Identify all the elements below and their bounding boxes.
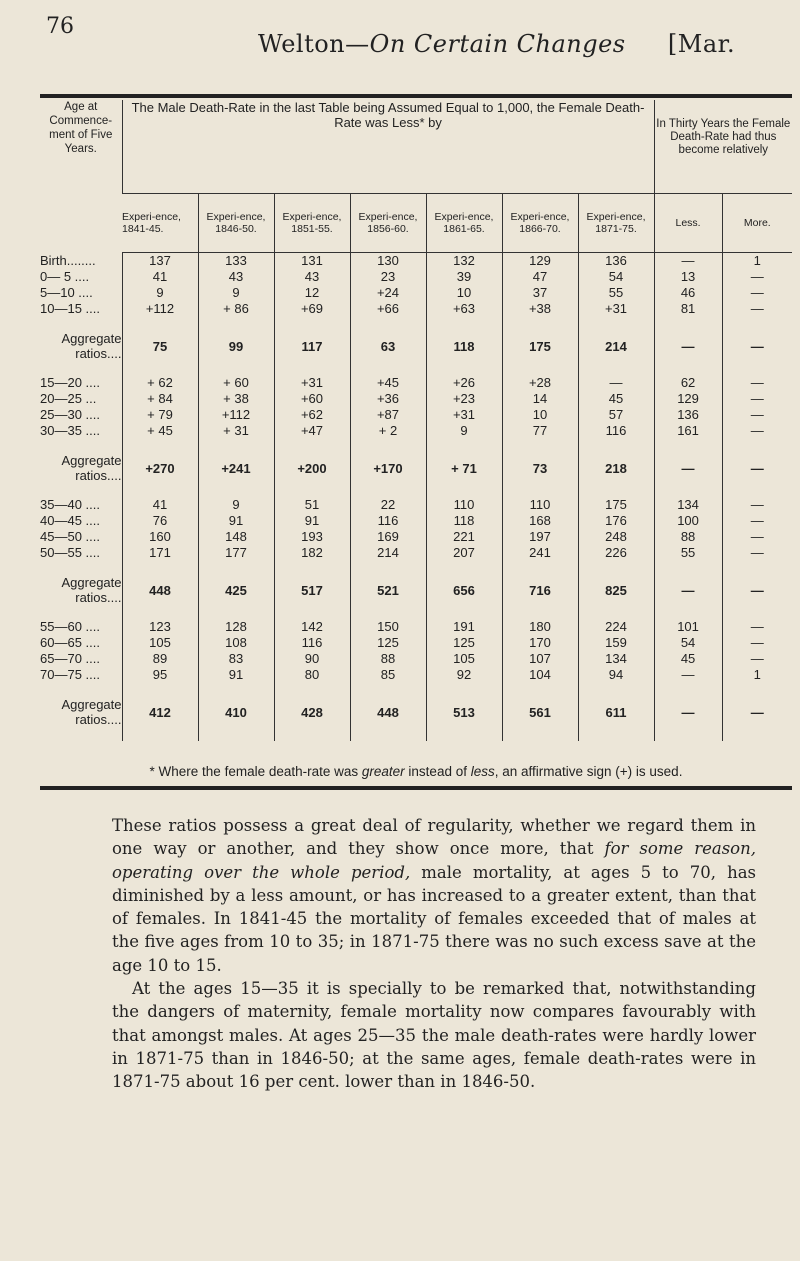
paragraph-1-emphasis: for some reason, operating over the whole period, — [112, 839, 756, 882]
value: 207 — [453, 545, 475, 560]
aggregate-value: 428 — [274, 683, 350, 741]
aggregate-row — [40, 317, 792, 375]
value: 224 — [605, 619, 627, 634]
value: 137 — [149, 253, 171, 268]
value-cell — [350, 375, 426, 439]
value: +26 — [452, 375, 476, 390]
aggregate-label: Aggregate ratios.... — [61, 697, 122, 727]
value: 76 — [152, 513, 168, 528]
table-row — [40, 497, 792, 561]
value: 100 — [677, 513, 699, 528]
age-label: 60—65 .... — [40, 635, 100, 650]
aggregate-value: 75 — [122, 317, 198, 375]
value: 108 — [225, 635, 247, 650]
value: 91 — [228, 667, 244, 682]
aggregate-value: 521 — [350, 561, 426, 619]
aggregate-value: — — [722, 683, 792, 741]
value-cell — [426, 497, 502, 561]
value: 177 — [225, 545, 247, 560]
mortality-table — [40, 100, 792, 741]
value: 191 — [453, 619, 475, 634]
body-text — [112, 814, 756, 1094]
value: 54 — [680, 635, 696, 650]
value: 13 — [680, 269, 696, 284]
value: — — [750, 529, 764, 544]
value: 123 — [149, 619, 171, 634]
value: — — [681, 667, 695, 682]
value: 47 — [532, 269, 548, 284]
value: 95 — [152, 667, 168, 682]
aggregate-value: 513 — [426, 683, 502, 741]
age-label: 10—15 .... — [40, 300, 100, 316]
aggregate-value: 561 — [502, 683, 578, 741]
value: +31 — [300, 375, 324, 390]
value: 221 — [453, 529, 475, 544]
value: 92 — [456, 667, 472, 682]
aggregate-value: 117 — [274, 317, 350, 375]
value: 1 — [753, 253, 761, 268]
value-cell — [122, 619, 198, 683]
value-cell — [426, 375, 502, 439]
aggregate-value: — — [654, 317, 722, 375]
age-label: 35—40 .... — [40, 497, 100, 512]
value: + 60 — [223, 375, 249, 390]
value: +38 — [528, 301, 552, 316]
value-cell — [350, 253, 426, 318]
value: 148 — [225, 529, 247, 544]
value: 91 — [304, 513, 320, 528]
value-cell — [122, 375, 198, 439]
value: 129 — [529, 253, 551, 268]
aggregate-value: — — [654, 439, 722, 497]
value: 214 — [377, 545, 399, 560]
value: — — [750, 635, 764, 650]
column-header: Experi-ence, 1866-70. — [502, 194, 578, 253]
paragraph-1-end: male mortality, at ages 5 to 70, has diminished by a less amount, or has increased to a greater extent, than that of females. In 1841-45 the mortality of females exceeded that of males at the five ages from 10 to 35; in 1871-75 there was no such excess save at the age 10 to 15. — [112, 862, 757, 975]
value: 116 — [377, 513, 399, 528]
aggregate-value: 218 — [578, 439, 654, 497]
value: 77 — [532, 423, 548, 438]
aggregate-value: 611 — [578, 683, 654, 741]
value: 176 — [605, 513, 627, 528]
value-cell — [274, 619, 350, 683]
value: +31 — [452, 407, 476, 422]
aggregate-value: 448 — [122, 561, 198, 619]
age-label: 20—25 ... — [40, 391, 97, 406]
value: 89 — [152, 651, 168, 666]
value: 41 — [152, 497, 168, 512]
footnote-less: less — [470, 764, 495, 779]
value: — — [750, 391, 764, 406]
aggregate-value: 716 — [502, 561, 578, 619]
value: + 31 — [223, 423, 249, 438]
value-cell — [654, 375, 722, 439]
age-label: 70—75 .... — [40, 667, 100, 682]
value: +24 — [376, 285, 400, 300]
value: + 79 — [147, 407, 173, 422]
value: 81 — [680, 301, 696, 316]
age-label: 50—55 .... — [40, 545, 100, 560]
aggregate-value: +270 — [122, 439, 198, 497]
value: +66 — [376, 301, 400, 316]
table-row — [40, 619, 792, 683]
value-cell — [578, 497, 654, 561]
value: +23 — [452, 391, 476, 406]
value: 182 — [301, 545, 323, 560]
value: 248 — [605, 529, 627, 544]
aggregate-row — [40, 561, 792, 619]
value-cell — [722, 375, 792, 439]
value: — — [750, 301, 764, 316]
aggregate-row — [40, 683, 792, 741]
value: — — [750, 497, 764, 512]
value: — — [750, 513, 764, 528]
value-cell — [198, 375, 274, 439]
value: +31 — [604, 301, 628, 316]
value: + 45 — [147, 423, 173, 438]
running-head-bracket: [Mar. — [667, 30, 736, 58]
age-label: 65—70 .... — [40, 651, 100, 666]
aggregate-value: 425 — [198, 561, 274, 619]
value: 51 — [304, 497, 320, 512]
value: 160 — [149, 529, 171, 544]
age-label: 15—20 .... — [40, 375, 100, 390]
age-label: 55—60 .... — [40, 619, 100, 634]
aggregate-value: +200 — [274, 439, 350, 497]
value-cell — [350, 497, 426, 561]
value: 45 — [680, 651, 696, 666]
value: 9 — [232, 285, 240, 300]
value: 130 — [377, 253, 399, 268]
aggregate-value: +170 — [350, 439, 426, 497]
right-header: In Thirty Years the Female Death-Rate had thus become relatively — [654, 100, 792, 194]
aggregate-value: — — [722, 561, 792, 619]
aggregate-value: +241 — [198, 439, 274, 497]
value: + 84 — [147, 391, 173, 406]
value: 118 — [453, 513, 475, 528]
value: 57 — [608, 407, 624, 422]
value: 14 — [532, 391, 548, 406]
age-cell — [40, 497, 122, 561]
value-cell — [722, 253, 792, 318]
value: 129 — [677, 391, 699, 406]
main-header: The Male Death-Rate in the last Table being Assumed Equal to 1,000, the Female Death-Rate was Less* by — [122, 100, 654, 194]
value: 62 — [680, 375, 696, 390]
value: +62 — [300, 407, 324, 422]
value: 88 — [680, 529, 696, 544]
value-cell — [578, 253, 654, 318]
value: 110 — [529, 497, 551, 512]
value: +60 — [300, 391, 324, 406]
value-cell — [274, 253, 350, 318]
value: +45 — [376, 375, 400, 390]
value: — — [609, 375, 623, 390]
page-number: 76 — [46, 14, 74, 39]
age-label: Birth........ — [40, 252, 96, 268]
value-cell — [426, 619, 502, 683]
aggregate-label: Aggregate ratios.... — [61, 331, 122, 361]
value-cell — [198, 619, 274, 683]
value: 55 — [680, 545, 696, 560]
value: 46 — [680, 285, 696, 300]
column-header: Experi-ence, 1851-55. — [274, 194, 350, 253]
value: +63 — [452, 301, 476, 316]
value: 150 — [377, 619, 399, 634]
age-cell — [40, 253, 122, 318]
footnote-middle: instead of — [404, 764, 471, 779]
column-header: Experi-ence, 1841-45. — [122, 194, 198, 253]
value: 134 — [677, 497, 699, 512]
value: 10 — [532, 407, 548, 422]
value: 169 — [377, 529, 399, 544]
value: 41 — [152, 269, 168, 284]
value-cell — [722, 619, 792, 683]
age-label: 45—50 .... — [40, 529, 100, 544]
value-cell — [502, 497, 578, 561]
value: 104 — [529, 667, 551, 682]
value: 83 — [228, 651, 244, 666]
value: 132 — [453, 253, 475, 268]
value: 39 — [456, 269, 472, 284]
value: 142 — [301, 619, 323, 634]
aggregate-value: 99 — [198, 317, 274, 375]
aggregate-value: + 71 — [426, 439, 502, 497]
value: + 2 — [378, 423, 398, 438]
value-cell — [198, 497, 274, 561]
top-rule — [40, 94, 792, 98]
value: 105 — [149, 635, 171, 650]
aggregate-label: Aggregate ratios.... — [61, 575, 122, 605]
value: 45 — [608, 391, 624, 406]
value: 125 — [453, 635, 475, 650]
aggregate-value: 517 — [274, 561, 350, 619]
aggregate-value: 448 — [350, 683, 426, 741]
column-header: More. — [722, 194, 792, 253]
value: 105 — [453, 651, 475, 666]
value: 136 — [605, 253, 627, 268]
value: 55 — [608, 285, 624, 300]
value: 43 — [228, 269, 244, 284]
value: 128 — [225, 619, 247, 634]
value: 170 — [529, 635, 551, 650]
value: 116 — [605, 423, 627, 438]
value: 107 — [529, 651, 551, 666]
age-label: 0— 5 .... — [40, 268, 90, 284]
column-header: Experi-ence, 1846-50. — [198, 194, 274, 253]
value: — — [750, 423, 764, 438]
value: 22 — [380, 497, 396, 512]
aggregate-value: 410 — [198, 683, 274, 741]
value: 161 — [677, 423, 699, 438]
aggregate-value: — — [654, 561, 722, 619]
value: +28 — [528, 375, 552, 390]
value: — — [750, 619, 764, 634]
aggregate-value: 73 — [502, 439, 578, 497]
aggregate-value: 175 — [502, 317, 578, 375]
value: 134 — [605, 651, 627, 666]
table-row — [40, 253, 792, 318]
aggregate-row — [40, 439, 792, 497]
value-cell — [274, 497, 350, 561]
value-cell — [578, 619, 654, 683]
value-cell — [502, 375, 578, 439]
value: 197 — [529, 529, 551, 544]
value: 90 — [304, 651, 320, 666]
running-head-title: On Certain Changes — [369, 30, 626, 58]
aggregate-value: 412 — [122, 683, 198, 741]
value: + 38 — [223, 391, 249, 406]
footnote-text: * Where the female death-rate was — [149, 764, 362, 779]
paragraph-2: At the ages 15—35 it is specially to be remarked that, notwithstanding the dangers of maternity, female mortality now compares favourably with that amongst males. At ages 25—35 the male death-rates were hardly lower in 1871-75 than in 1846-50; at the same ages, female death-rates were in 1871-75 about 16 per cent. lower than in 1846-50. — [112, 979, 756, 1092]
paragraph-1 — [112, 814, 756, 977]
value: 80 — [304, 667, 320, 682]
footnote-greater: greater — [361, 764, 405, 779]
value: 193 — [301, 529, 323, 544]
running-head-author: Welton — [258, 30, 346, 58]
value: 9 — [232, 497, 240, 512]
value: + 62 — [147, 375, 173, 390]
footnote — [40, 764, 792, 779]
footnote-suffix: , an affirmative sign (+) is used. — [494, 764, 683, 779]
age-label: 5—10 .... — [40, 284, 93, 300]
value: — — [681, 253, 695, 268]
value: 1 — [753, 667, 761, 682]
value: 9 — [156, 285, 164, 300]
value-cell — [654, 497, 722, 561]
value: 110 — [453, 497, 475, 512]
value-cell — [198, 253, 274, 318]
value: 37 — [532, 285, 548, 300]
value: +112 — [221, 407, 251, 422]
value: +87 — [376, 407, 400, 422]
aggregate-value: — — [722, 439, 792, 497]
value-cell — [350, 619, 426, 683]
age-label: 25—30 .... — [40, 407, 100, 422]
aggregate-value: 63 — [350, 317, 426, 375]
value: 168 — [529, 513, 551, 528]
running-head: Welton—On Certain Changes [Mar. — [258, 30, 736, 58]
value: +36 — [376, 391, 400, 406]
aggregate-value: 118 — [426, 317, 502, 375]
bottom-rule — [40, 786, 792, 790]
value-cell — [502, 619, 578, 683]
value: 175 — [605, 497, 627, 512]
table-row — [40, 375, 792, 439]
value: 116 — [301, 635, 323, 650]
value-cell — [122, 253, 198, 318]
value: 54 — [608, 269, 624, 284]
value: — — [750, 375, 764, 390]
column-header: Experi-ence, 1871-75. — [578, 194, 654, 253]
value: 159 — [605, 635, 627, 650]
value: +69 — [300, 301, 324, 316]
value: 9 — [460, 423, 468, 438]
value: 131 — [301, 253, 323, 268]
aggregate-label: Aggregate ratios.... — [61, 453, 122, 483]
value: — — [750, 651, 764, 666]
value: 125 — [377, 635, 399, 650]
value: 226 — [605, 545, 627, 560]
value: 43 — [304, 269, 320, 284]
value: 241 — [529, 545, 551, 560]
value-cell — [722, 497, 792, 561]
value-cell — [654, 619, 722, 683]
value: 23 — [380, 269, 396, 284]
aggregate-value: 825 — [578, 561, 654, 619]
value: 10 — [456, 285, 472, 300]
value: 171 — [149, 545, 171, 560]
value: — — [750, 269, 764, 284]
value: 180 — [529, 619, 551, 634]
age-cell — [40, 375, 122, 439]
age-label: 40—45 .... — [40, 513, 100, 528]
column-header: Less. — [654, 194, 722, 253]
value: +112 — [145, 301, 175, 316]
age-cell — [40, 619, 122, 683]
aggregate-value: — — [654, 683, 722, 741]
value: 91 — [228, 513, 244, 528]
value-cell — [426, 253, 502, 318]
value-cell — [654, 253, 722, 318]
column-header: Experi-ence, 1856-60. — [350, 194, 426, 253]
value: — — [750, 545, 764, 560]
aggregate-value: 656 — [426, 561, 502, 619]
age-header: Age at Commence-ment of Five Years. — [49, 101, 113, 155]
aggregate-value: 214 — [578, 317, 654, 375]
age-label: 30—35 .... — [40, 423, 100, 438]
value: +47 — [300, 423, 324, 438]
value: 101 — [677, 619, 699, 634]
value: — — [750, 407, 764, 422]
aggregate-value: — — [722, 317, 792, 375]
column-header: Experi-ence, 1861-65. — [426, 194, 502, 253]
value: 85 — [380, 667, 396, 682]
value: 88 — [380, 651, 396, 666]
value: 136 — [677, 407, 699, 422]
value-cell — [122, 497, 198, 561]
value-cell — [502, 253, 578, 318]
value: 133 — [225, 253, 247, 268]
value: + 86 — [223, 301, 249, 316]
value: 94 — [608, 667, 624, 682]
value: — — [750, 285, 764, 300]
paragraph-1-start: These ratios possess a great deal of regularity, whether we regard them in one way or another, and they show once more, that — [112, 816, 756, 859]
value-cell — [274, 375, 350, 439]
value-cell — [578, 375, 654, 439]
value: 12 — [304, 285, 320, 300]
